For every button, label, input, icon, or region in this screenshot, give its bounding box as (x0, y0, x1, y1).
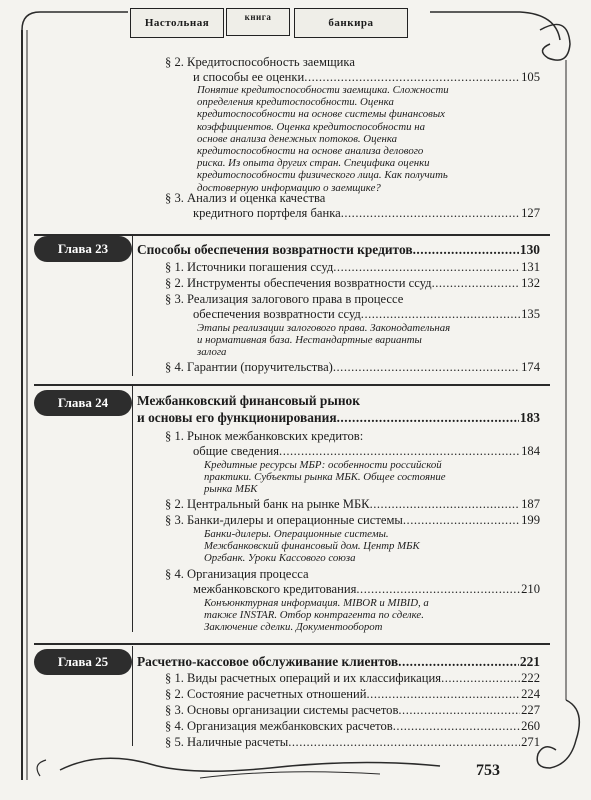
header-part-1: Настольная (130, 8, 224, 38)
chapter-vertical-rule (132, 236, 133, 376)
header-part-3: банкира (294, 8, 408, 38)
page-number: 753 (476, 762, 500, 779)
chapter-page-number: 183 (519, 410, 540, 425)
toc-entry-title: и способы ее оценки (193, 70, 305, 84)
toc-entry-title: § 1. Рынок межбанковских кредитов: (165, 429, 364, 443)
chapter-label-25: Глава 25 (34, 649, 132, 675)
toc-entry (193, 206, 540, 221)
toc-page-number: 105 (521, 70, 540, 84)
toc-entry: § 2. Центральный банк на рынке МБК ..... 187 (165, 497, 540, 512)
chapter-label-24: Глава 24 (34, 390, 132, 416)
chapter-title: Способы обеспечения возвратности кредитов (137, 242, 413, 257)
toc-entry-description: Понятие кредитоспособности заемщика. Сложности определения кредитоспособности. Оценка кредитоспособности на основе системы финансовых коэффициентов. Оценка кредитоспособности на основе анализа денежных потоков. Оценка кредитоспособности на основе анализа делового риска. Из опыта других стран. Специфика оценки кредитоспособности физического лица. Как получить достоверную информацию о заемщике? (197, 84, 449, 194)
chapter-title: Межбанковский финансовый рынок (137, 393, 360, 408)
chapter-heading-24: и основы его функционирования ..... 183 (137, 409, 540, 426)
toc-entry: § 4. Организация межбанковских расчетов ..... 260 (165, 719, 540, 734)
toc-entry-title: кредитного портфеля банка (193, 206, 341, 220)
chapter-divider (34, 384, 550, 386)
toc-entry: § 2. Инструменты обеспечения возвратности ссуд ..... 132 (165, 276, 540, 291)
chapter-divider (34, 643, 550, 645)
toc-entry-description: Конъюнктурная информация. MIBOR и MIBID, а также INSTAR. Отбор контрагента по сделке. Заключение сделки. Документооборот (204, 597, 429, 634)
chapter-heading-23 (137, 241, 540, 258)
toc-entry: § 2. Состояние расчетных отношений ..... 224 (165, 687, 540, 702)
chapter-vertical-rule (132, 646, 133, 746)
toc-entry: § 1. Виды расчетных операций и их классификация ..... 222 (165, 671, 540, 686)
toc-entry: общие сведения ..... 184 (193, 444, 540, 459)
header-part-2: книга (226, 8, 290, 36)
toc-entry: § 3. Основы организации системы расчетов ..... 227 (165, 703, 540, 718)
toc-entry: межбанковского кредитования ..... 210 (193, 582, 540, 597)
header-banner (130, 8, 420, 36)
chapter-heading-25: Расчетно-кассовое обслуживание клиентов ..... 221 (137, 653, 540, 670)
toc-entry-description: Этапы реализации залогового права. Законодательная и нормативная база. Нестандартные варианты залога (197, 322, 451, 359)
toc-entry (193, 70, 540, 85)
toc-entry-title: § 3. Реализация залогового права в процессе (165, 292, 404, 306)
toc-entry-description: Банки-дилеры. Операционные системы. Межбанковский финансовый дом. Центр МБК Оргбанк. Уроки Кассового союза (204, 528, 420, 565)
toc-entry-title: § 4. Организация процесса (165, 567, 309, 581)
toc-entry: обеспечения возвратности ссуд ..... 135 (193, 307, 540, 322)
chapter-page-number: 130 (519, 242, 540, 257)
chapter-vertical-rule (132, 386, 133, 632)
chapter-label-23: Глава 23 (34, 236, 132, 262)
chapter-page-number: 221 (519, 654, 540, 669)
toc-entry: § 4. Гарантии (поручительства) ..... 174 (165, 360, 540, 375)
toc-entry-description: Кредитные ресурсы МБР: особенности российской практики. Субъекты рынка МБК. Общее состояние рынка МБК (204, 459, 446, 496)
toc-entry-title: § 3. Анализ и оценка качества (165, 191, 326, 205)
toc-entry: § 3. Банки-дилеры и операционные системы ..... 199 (165, 513, 540, 528)
toc-page-number: 127 (521, 206, 540, 220)
toc-entry-title: § 2. Кредитоспособность заемщика (165, 55, 355, 69)
toc-entry: § 1. Источники погашения ссуд ..... 131 (165, 260, 540, 275)
toc-entry: § 5. Наличные расчеты ..... 271 (165, 735, 540, 750)
